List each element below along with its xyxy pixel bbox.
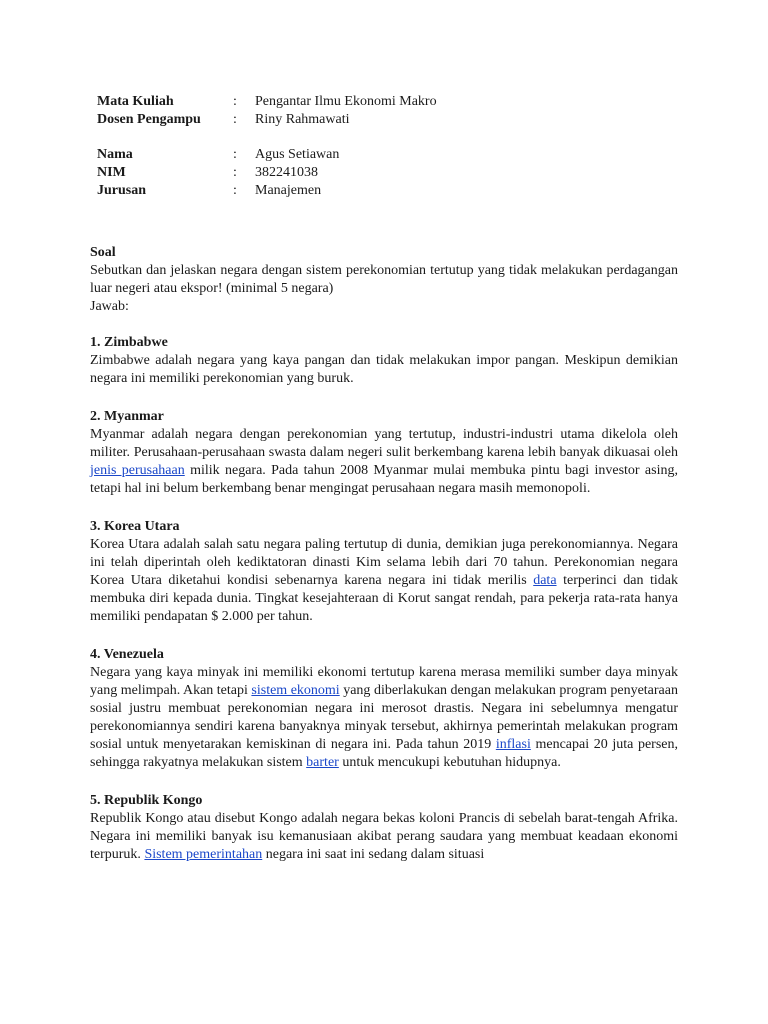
question-text: Sebutkan dan jelaskan negara dengan sistem perekonomian tertutup yang tidak melakukan perdagangan luar negeri atau ekspor! (minimal 5 negara) — [90, 263, 678, 296]
name-value: Agus Setiawan — [255, 147, 340, 162]
info-row-major — [97, 182, 437, 200]
lecturer-label: Dosen Pengampu — [97, 112, 201, 127]
link-jenis-perusahaan[interactable]: jenis perusahaan — [90, 463, 185, 478]
section-title: 3. Korea Utara — [90, 519, 180, 534]
body-text: yang diberlakukan dengan melakukan program penyetaraan sosial justru membuat perekonomian negara ini merosot drastis. Negara ini sebelumnya mengatur perekonomiannya sendiri karena banyaknya minyak tersebut, akhirnya pemerintah melakukan program sosial untuk menyetarakan kemiskinan di negara ini. Pada tahun 2019 — [90, 683, 678, 752]
section-title: 2. Myanmar — [90, 409, 164, 424]
section-body — [90, 536, 678, 626]
question-heading: Soal — [90, 245, 116, 260]
info-spacer-row — [97, 129, 437, 146]
answer-label: Jawab: — [90, 299, 129, 314]
section-title: 1. Zimbabwe — [90, 335, 168, 350]
section-body — [90, 426, 678, 498]
section-body — [90, 664, 678, 772]
name-label: Nama — [97, 147, 133, 162]
body-text: Republik Kongo atau disebut Kongo adalah negara bekas koloni Prancis di sebelah barat-tengah Afrika. Negara ini memiliki banyak isu kemanusiaan akibat perang saudara yang membuat keadaan ekonomi terpuruk. — [90, 811, 678, 862]
body-text: Korea Utara adalah salah satu negara paling tertutup di dunia, demikian juga perekonomiannya. Negara ini telah diperintah oleh kediktatoran dinasti Kim selama lebih dari 70 tahun. Perekonomian negara Korea Utara diketahui kondisi sebenarnya karena negara ini tidak merilis — [90, 537, 678, 588]
section-myanmar — [90, 408, 678, 498]
body-text: milik negara. Pada tahun 2008 Myanmar mulai membuka pintu bagi investor asing, tetapi hal ini belum berkembang benar mengingat perusahaan negara masih memonopoli. — [90, 463, 678, 496]
major-separator: : — [233, 183, 237, 198]
nim-separator: : — [233, 165, 237, 180]
major-label: Jurusan — [97, 183, 147, 198]
nim-value: 382241038 — [255, 165, 318, 180]
body-text: Myanmar adalah negara dengan perekonomian yang tertutup, industri-industri utama dikelola oleh militer. Perusahaan-perusahaan swasta dalam negeri sulit berkembang karena lebih banyak dikuasai oleh — [90, 427, 678, 460]
major-value: Manajemen — [255, 183, 322, 198]
section-body — [90, 810, 678, 864]
info-row-name — [97, 146, 437, 164]
link-barter[interactable]: barter — [306, 755, 339, 770]
info-row-course — [97, 93, 437, 111]
section-korea-utara — [90, 518, 678, 626]
info-row-nim — [97, 164, 437, 182]
section-zimbabwe — [90, 334, 678, 388]
nim-label: NIM — [97, 165, 126, 180]
link-sistem-ekonomi[interactable]: sistem ekonomi — [251, 683, 340, 698]
course-label: Mata Kuliah — [97, 94, 174, 109]
section-title: 4. Venezuela — [90, 647, 164, 662]
section-venezuela — [90, 646, 678, 772]
course-value: Pengantar Ilmu Ekonomi Makro — [255, 94, 437, 109]
body-text: mencapai 20 juta persen, sehingga rakyatnya melakukan sistem — [90, 737, 678, 770]
section-body: Zimbabwe adalah negara yang kaya pangan dan tidak melakukan impor pangan. Meskipun demikian negara ini memiliki perekonomian yang buruk. — [90, 353, 678, 386]
lecturer-value: Riny Rahmawati — [255, 112, 350, 127]
section-title: 5. Republik Kongo — [90, 793, 203, 808]
name-separator: : — [233, 147, 237, 162]
section-republik-kongo — [90, 792, 678, 864]
body-text: untuk mencukupi kebutuhan hidupnya. — [338, 755, 561, 770]
link-inflasi[interactable]: inflasi — [495, 737, 531, 752]
course-separator: : — [233, 94, 237, 109]
info-row-lecturer — [97, 111, 437, 129]
lecturer-separator: : — [233, 112, 237, 127]
question-block — [90, 244, 678, 316]
link-data[interactable]: data — [533, 573, 557, 588]
body-text: Negara yang kaya minyak ini memiliki ekonomi tertutup karena merasa memiliki sumber daya minyak yang melimpah. Akan tetapi — [90, 665, 678, 698]
body-text: terperinci dan tidak membuka diri kepada dunia. Tingkat kesejahteraan di Korut sangat rendah, para pekerja rata-rata hanya memiliki pendapatan $ 2.000 per tahun. — [90, 573, 679, 624]
student-info-table — [97, 93, 437, 200]
body-text: negara ini saat ini sedang dalam situasi — [262, 847, 485, 862]
link-sistem-pemerintahan[interactable]: Sistem pemerintahan — [144, 847, 263, 862]
